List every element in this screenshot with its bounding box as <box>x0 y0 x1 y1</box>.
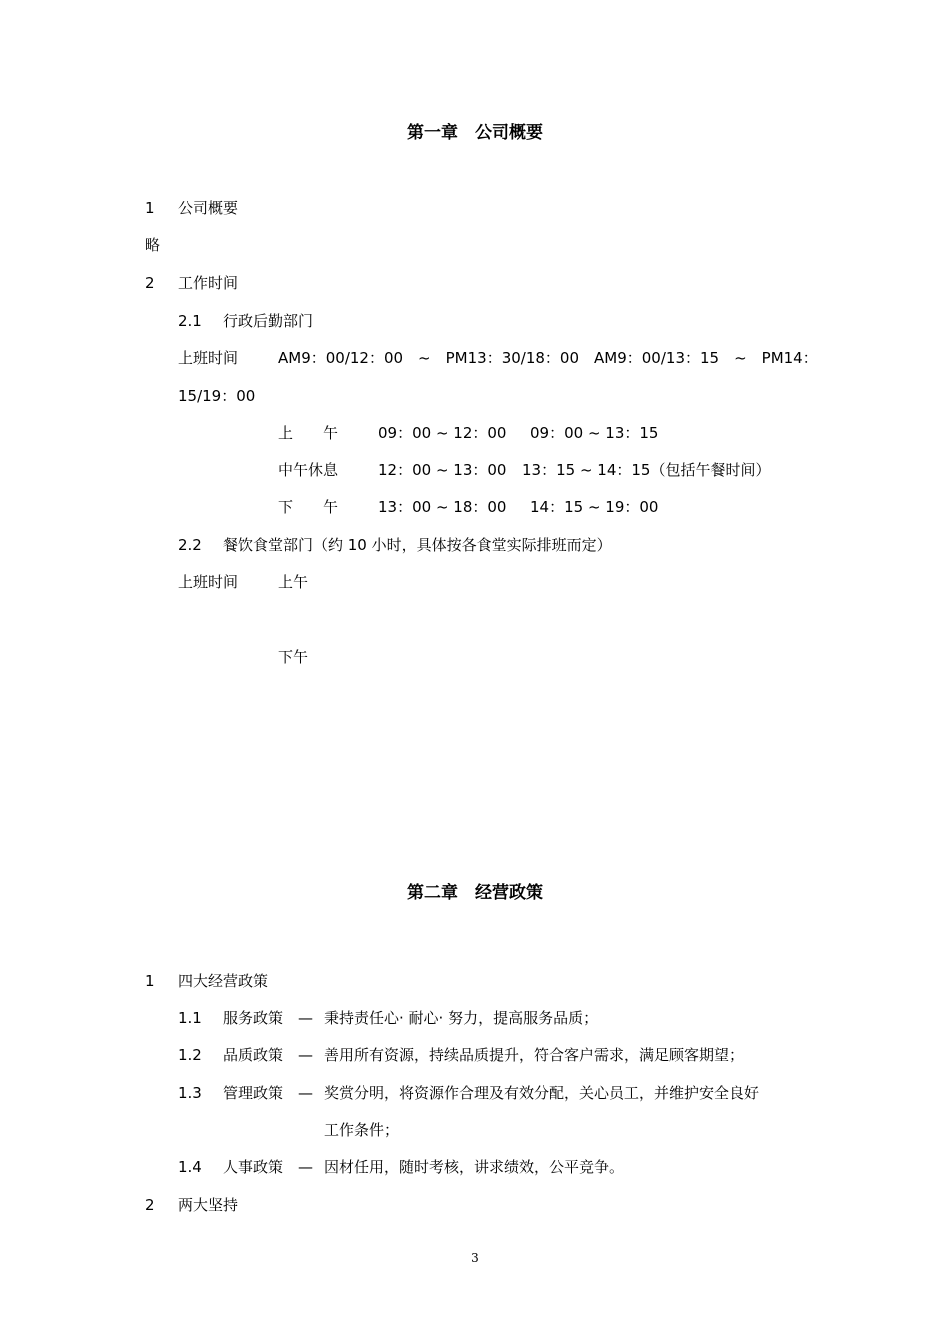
subsection-2-1-number: 2.1 <box>178 312 202 330</box>
canteen-morning: 上午 <box>278 573 309 591</box>
policy-item-text: 因材任用，随时考核，讲求绩效，公平竞争。 <box>324 1158 625 1176</box>
policy-item-dash: — <box>298 1009 313 1027</box>
schedule-row-label: 中午休息 <box>278 461 339 479</box>
policy-item-name: 品质政策 <box>223 1046 284 1064</box>
subsection-2-2-title: 餐饮食堂部门（约 10 小时，具体按各食堂实际排班而定） <box>223 536 612 554</box>
admin-hours-label: 上班时间 <box>178 349 239 367</box>
policy-item-dash: — <box>298 1046 313 1064</box>
chapter-2-title: 第二章 经营政策 <box>407 883 543 903</box>
two-adherence-number: 2 <box>145 1196 155 1214</box>
two-adherence-title: 两大坚持 <box>178 1196 239 1214</box>
schedule-row-label: 下 午 <box>278 498 339 516</box>
page-number: 3 <box>471 1251 479 1265</box>
policy-item-name: 人事政策 <box>223 1158 284 1176</box>
policy-item-number: 1.2 <box>178 1046 202 1064</box>
policy-section-number: 1 <box>145 972 155 990</box>
chapter-1-title: 第一章 公司概要 <box>407 123 543 143</box>
canteen-afternoon: 下午 <box>278 648 309 666</box>
policy-item-number: 1.3 <box>178 1084 202 1102</box>
schedule-row-time-a: 09：00 ~ 12：00 <box>378 424 507 442</box>
schedule-row-time-a: 13：00 ~ 18：00 <box>378 498 507 516</box>
policy-item-dash: — <box>298 1084 313 1102</box>
section-1-content: 略 <box>145 236 161 254</box>
policy-item-number: 1.4 <box>178 1158 202 1176</box>
section-1-title: 公司概要 <box>178 199 239 217</box>
policy-item-number: 1.1 <box>178 1009 202 1027</box>
schedule-row-time-b: 13：15 ~ 14：15（包括午餐时间） <box>522 461 771 479</box>
admin-hours-line1: AM9：00/12：00 ~ PM13：30/18：00 AM9：00/13：15 ~ PM14： <box>278 349 818 367</box>
schedule-row-label: 上 午 <box>278 424 339 442</box>
policy-item-text: 奖赏分明，将资源作合理及有效分配，关心员工，并维护安全良好 <box>324 1084 760 1102</box>
policy-item-text: 善用所有资源，持续品质提升，符合客户需求，满足顾客期望； <box>324 1046 745 1064</box>
section-1-number: 1 <box>145 199 155 217</box>
policy-item-dash: — <box>298 1158 313 1176</box>
schedule-row-time-b: 14：15 ~ 19：00 <box>530 498 659 516</box>
schedule-row-time-a: 12：00 ~ 13：00 <box>378 461 507 479</box>
subsection-2-2-number: 2.2 <box>178 536 202 554</box>
policy-item-text: 秉持责任心· 耐心· 努力，提高服务品质； <box>324 1009 599 1027</box>
policy-item-name: 管理政策 <box>223 1084 284 1102</box>
policy-item-name: 服务政策 <box>223 1009 284 1027</box>
canteen-hours-label: 上班时间 <box>178 573 239 591</box>
admin-hours-line2: 15/19：00 <box>178 387 256 405</box>
section-2-number: 2 <box>145 274 155 292</box>
schedule-row-time-b: 09：00 ~ 13：15 <box>530 424 659 442</box>
subsection-2-1-title: 行政后勤部门 <box>223 312 314 330</box>
section-2-title: 工作时间 <box>178 274 239 292</box>
policy-section-title: 四大经营政策 <box>178 972 269 990</box>
policy-item-text-continued: 工作条件； <box>324 1121 400 1139</box>
